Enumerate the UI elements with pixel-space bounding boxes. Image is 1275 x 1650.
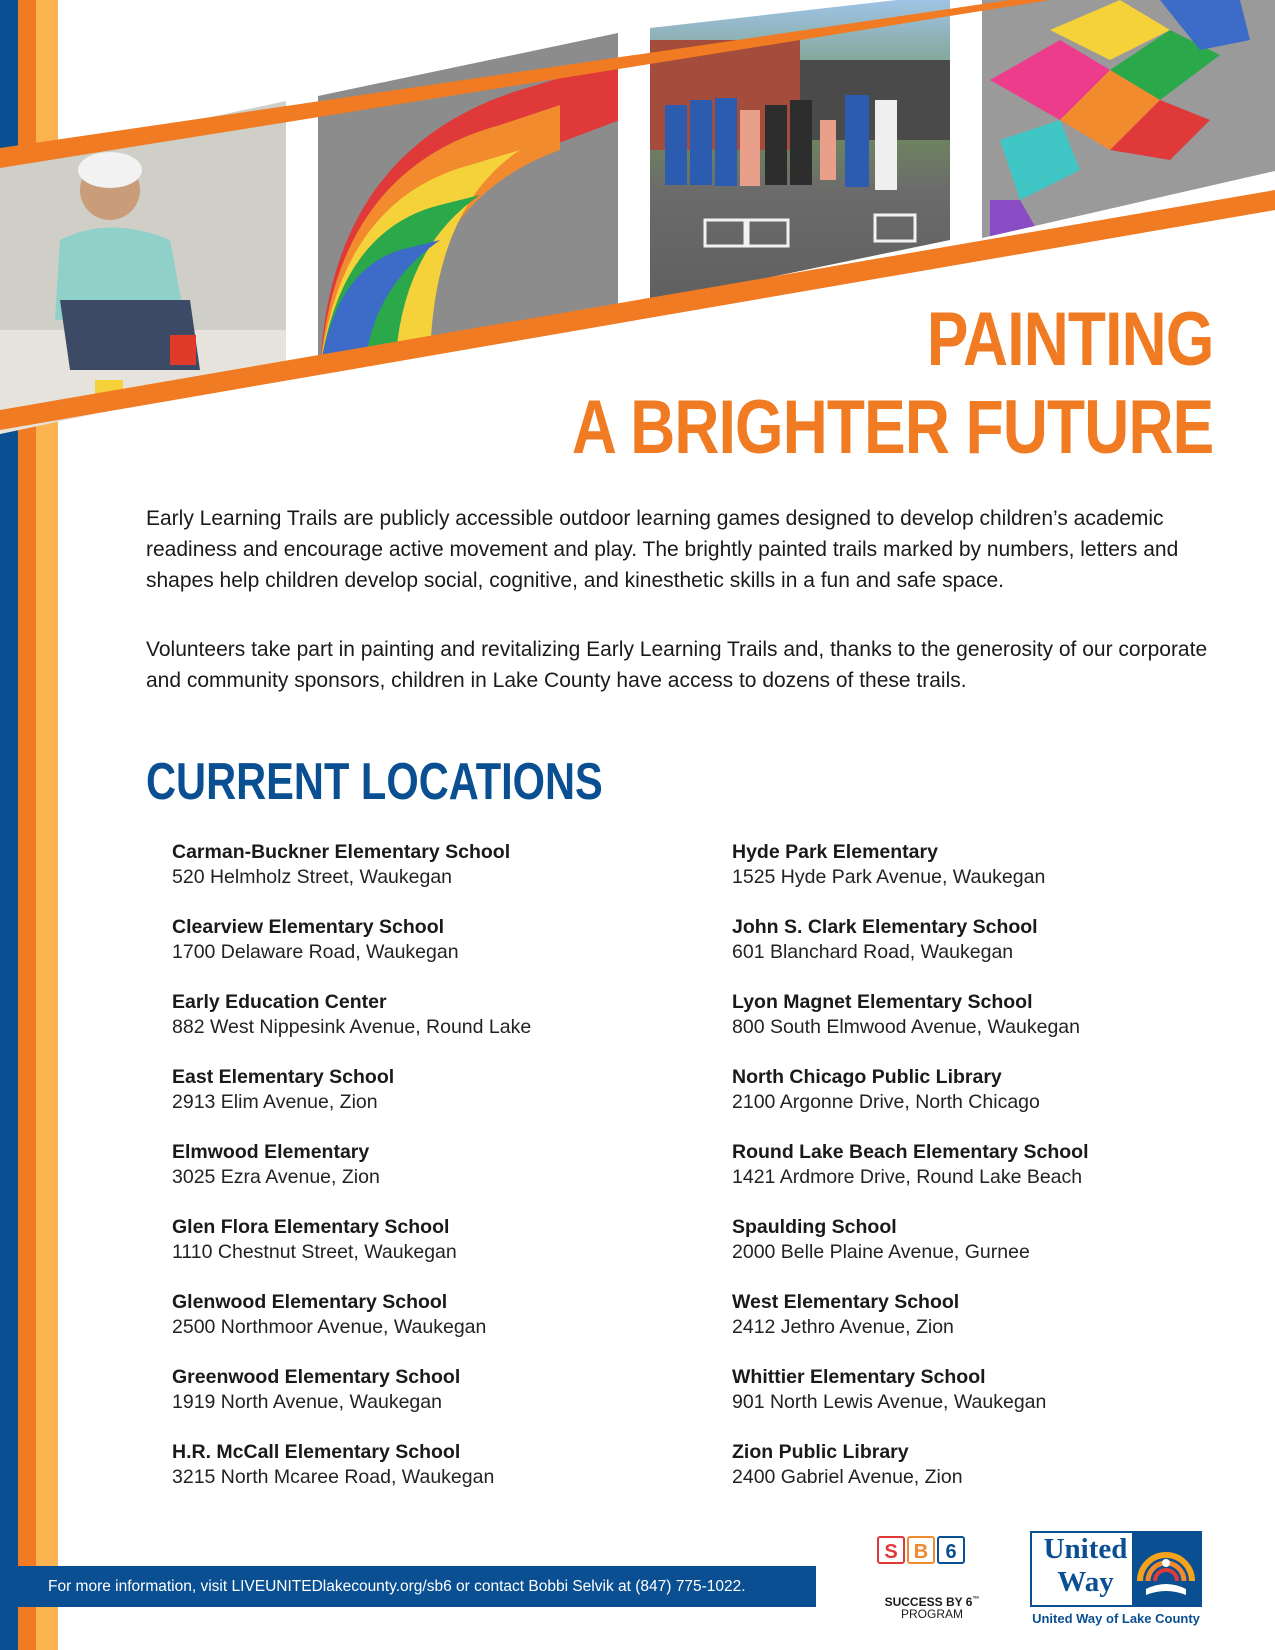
- location-item: [732, 915, 1252, 990]
- locations-heading: CURRENT LOCATIONS: [146, 753, 603, 811]
- location-item: [172, 990, 692, 1065]
- location-name: Lyon Magnet Elementary School: [732, 991, 1033, 1013]
- intro-paragraph-1: [146, 503, 1216, 596]
- location-address: 1110 Chestnut Street, Waukegan: [172, 1241, 457, 1263]
- location-item: [732, 990, 1252, 1065]
- location-item: [732, 1140, 1252, 1215]
- location-address: 2500 Northmoor Avenue, Waukegan: [172, 1316, 487, 1338]
- intro-text-1: Early Learning Trails are publicly accessible outdoor learning games designed to develop children’s academic readiness and encourage active movement and play. The brightly painted trails marked by numbers, letters and shapes help children develop social, cognitive, and kinesthetic skills in a fun and safe space.: [146, 507, 1179, 592]
- location-item: [172, 1140, 692, 1215]
- united-way-line1: United: [1043, 1533, 1128, 1565]
- location-item: [732, 1290, 1252, 1365]
- locations-left-column: [172, 840, 692, 1515]
- location-address: 2000 Belle Plaine Avenue, Gurnee: [732, 1241, 1030, 1263]
- footer-info-bar: For more information, visit LIVEUNITEDlakecounty.org/sb6 or contact Bobbi Selvik at (847) 775-1022.: [0, 1566, 816, 1607]
- location-address: 1919 North Avenue, Waukegan: [172, 1391, 442, 1413]
- location-name: Spaulding School: [732, 1216, 897, 1238]
- sb6-sub-label: PROGRAM: [900, 1607, 963, 1621]
- location-address: 520 Helmholz Street, Waukegan: [172, 866, 453, 888]
- intro-text-2: Volunteers take part in painting and revitalizing Early Learning Trails and, thanks to the generosity of our corporate and community sponsors, children in Lake County have access to dozens of these trails.: [146, 638, 1208, 692]
- location-item: [732, 1215, 1252, 1290]
- location-name: Early Education Center: [172, 991, 387, 1013]
- united-way-wordmark: [1038, 1533, 1133, 1599]
- location-address: 3025 Ezra Avenue, Zion: [172, 1166, 380, 1188]
- sb6-letter-6: 6: [937, 1536, 965, 1564]
- page-title-line2: A BRIGHTER FUTURE: [571, 385, 1213, 470]
- location-address: 601 Blanchard Road, Waukegan: [732, 941, 1014, 963]
- location-item: [172, 915, 692, 990]
- location-name: Greenwood Elementary School: [172, 1366, 461, 1388]
- location-name: Glen Flora Elementary School: [172, 1216, 450, 1238]
- location-address: 2913 Elim Avenue, Zion: [172, 1091, 378, 1113]
- location-item: [172, 1365, 692, 1440]
- locations-right-column: [732, 840, 1252, 1515]
- location-address: 2412 Jethro Avenue, Zion: [732, 1316, 954, 1338]
- location-name: Clearview Elementary School: [172, 916, 445, 938]
- page-title-line1: PAINTING: [926, 297, 1213, 382]
- location-name: East Elementary School: [172, 1066, 395, 1088]
- united-way-caption: United Way of Lake County: [1032, 1611, 1200, 1626]
- location-item: [172, 1290, 692, 1365]
- intro-paragraph-2: [146, 634, 1216, 696]
- location-address: 1700 Delaware Road, Waukegan: [172, 941, 459, 963]
- sb6-label-text: SUCCESS BY 6: [884, 1595, 973, 1609]
- location-name: John S. Clark Elementary School: [732, 916, 1038, 938]
- location-item: [172, 1440, 692, 1515]
- location-address: 800 South Elmwood Avenue, Waukegan: [732, 1016, 1080, 1038]
- sb6-letter-s: S: [877, 1536, 905, 1564]
- sb6-letter-b: B: [907, 1536, 935, 1564]
- sb6-logo: [877, 1536, 967, 1564]
- location-address: 882 West Nippesink Avenue, Round Lake: [172, 1016, 532, 1038]
- location-name: Round Lake Beach Elementary School: [732, 1141, 1089, 1163]
- location-address: 1421 Ardmore Drive, Round Lake Beach: [732, 1166, 1083, 1188]
- sb6-trademark: ™: [972, 1596, 980, 1603]
- united-way-line2: Way: [1057, 1566, 1114, 1598]
- location-name: H.R. McCall Elementary School: [172, 1441, 461, 1463]
- united-way-emblem-icon: [1132, 1533, 1200, 1605]
- location-address: 901 North Lewis Avenue, Waukegan: [732, 1391, 1047, 1413]
- location-name: Whittier Elementary School: [732, 1366, 986, 1388]
- location-address: 1525 Hyde Park Avenue, Waukegan: [732, 866, 1046, 888]
- location-item: [732, 1365, 1252, 1440]
- location-item: [732, 840, 1252, 915]
- location-address: 2100 Argonne Drive, North Chicago: [732, 1091, 1040, 1113]
- location-name: North Chicago Public Library: [732, 1066, 1002, 1088]
- location-item: [172, 1215, 692, 1290]
- location-item: [172, 1065, 692, 1140]
- location-name: Glenwood Elementary School: [172, 1291, 448, 1313]
- united-way-logo: [1030, 1531, 1202, 1607]
- location-name: Elmwood Elementary: [172, 1141, 370, 1163]
- location-address: 3215 North Mcaree Road, Waukegan: [172, 1466, 495, 1488]
- location-address: 2400 Gabriel Avenue, Zion: [732, 1466, 963, 1488]
- location-item: [732, 1440, 1252, 1515]
- location-item: [172, 840, 692, 915]
- location-name: Hyde Park Elementary: [732, 841, 938, 863]
- location-item: [732, 1065, 1252, 1140]
- location-name: West Elementary School: [732, 1291, 960, 1313]
- location-name: Zion Public Library: [732, 1441, 909, 1463]
- location-name: Carman-Buckner Elementary School: [172, 841, 511, 863]
